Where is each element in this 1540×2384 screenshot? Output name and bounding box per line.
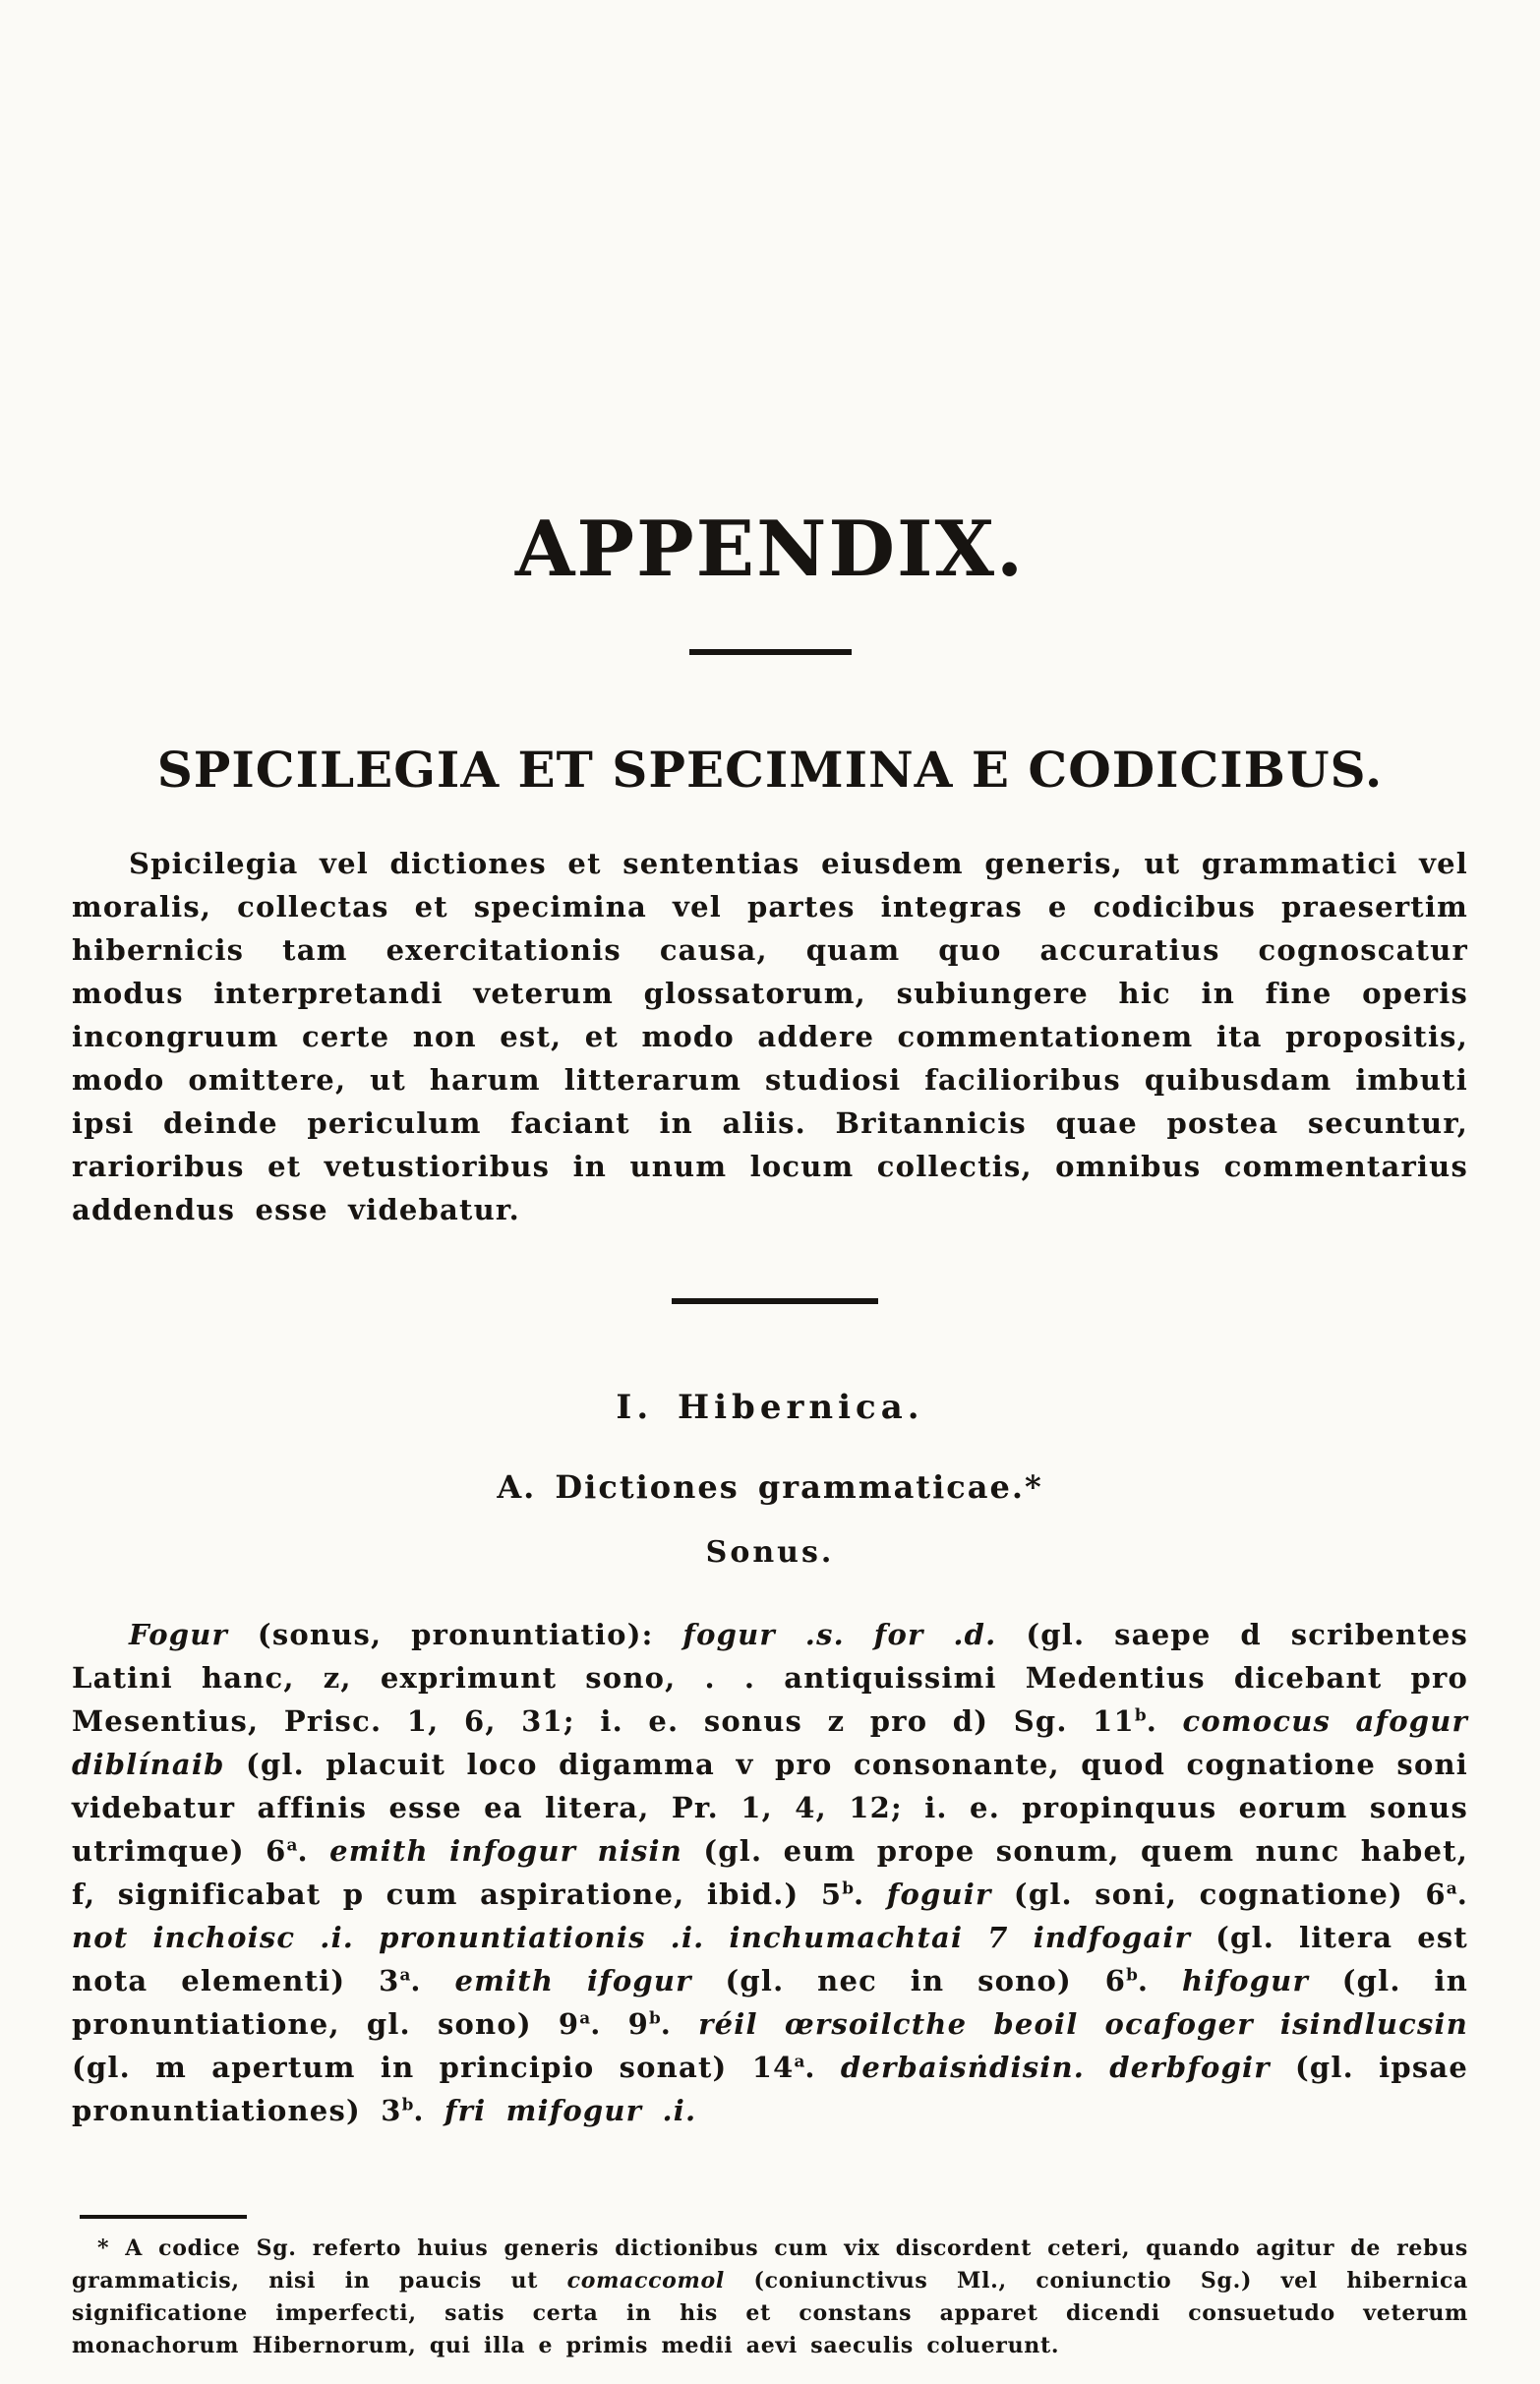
section-heading-hibernica: I. Hibernica. <box>616 1388 924 1427</box>
footnote-separator-rule <box>80 2215 247 2219</box>
entry-heading-sonus: Sonus. <box>705 1535 835 1570</box>
section-divider-rule <box>672 1298 878 1304</box>
footnote-text: * A codice Sg. referto huius generis dictionibus cum vix discordent ceteri, quando agitur de rebus grammaticis, nisi in paucis ut comaccomol (coniunctivus Ml., coniunctio Sg.) vel hibernica significatione imperfecti, satis certa in his et constans apparet dicendi consuetudo veterum monachorum Hibernorum, qui illa e primis medii aevi saeculis coluerunt. <box>72 2235 1468 2358</box>
chapter-heading: SPICILEGIA ET SPECIMINA E CODICIBUS. <box>156 741 1384 799</box>
page-title: APPENDIX. <box>514 505 1026 594</box>
subsection-heading-dictiones: A. Dictiones grammaticae.* <box>497 1468 1043 1506</box>
glossary-paragraph-fogur: Fogur (sonus, pronuntiatio): fogur .s. for .d. (gl. saepe d scribentes Latini hanc, z, exprimunt sono, . . antiquissimi Medentius dicebant pro Mesentius, Prisc. 1, 6, 31; i. e. sonus z pro d) Sg. 11$^b$. comocus afogur diblínaib (gl. placuit loco digamma v pro consonante, quod cognatione soni videbatur affinis esse ea litera, Pr. 1, 4, 12; i. e. propinquus eorum sonus utrimque) 6$^a$. emith infogur nisin (gl. eum prope sonum, quem nunc habet, f, significabat p cum aspiratione, ibid.) 5$^b$. foguir (gl. soni, cognatione) 6$^a$. not inchoisc .i. pronuntiationis .i. inchumachtai 7 indfogair (gl. litera est nota elementi) 3$^a$. emith ifogur (gl. nec in sono) 6$^b$. hifogur (gl. in pronuntiatione, gl. sono) 9$^a$. 9$^b$. réil œrsoilcthe beoil ocafoger isindlucsin (gl. m apertum in principio sonat) 14$^a$. derbaisṅdisin. derbfogir (gl. ipsae pronuntiationes) 3$^b$. fri mifogur .i. <box>72 1618 1469 2127</box>
title-divider-rule <box>689 649 852 655</box>
intro-paragraph: Spicilegia vel dictiones et sententias eiusdem generis, ut grammatici vel moralis, collectas et specimina vel partes integras e codicibus praesertim hibernicis tam exercitationis causa, quam quo accuratius cognoscatur modus interpretandi veterum glossatorum, subiungere hic in fine operis incongruum certe non est, et modo addere commentationem ita propositis, modo omittere, ut harum litterarum studiosi facilioribus quibusdam imbuti ipsi deinde periculum faciant in aliis. Britannicis quae postea secuntur, rarioribus et vetustioribus in unum locum collectis, omnibus commentarius addendus esse videbatur. <box>72 847 1468 1226</box>
